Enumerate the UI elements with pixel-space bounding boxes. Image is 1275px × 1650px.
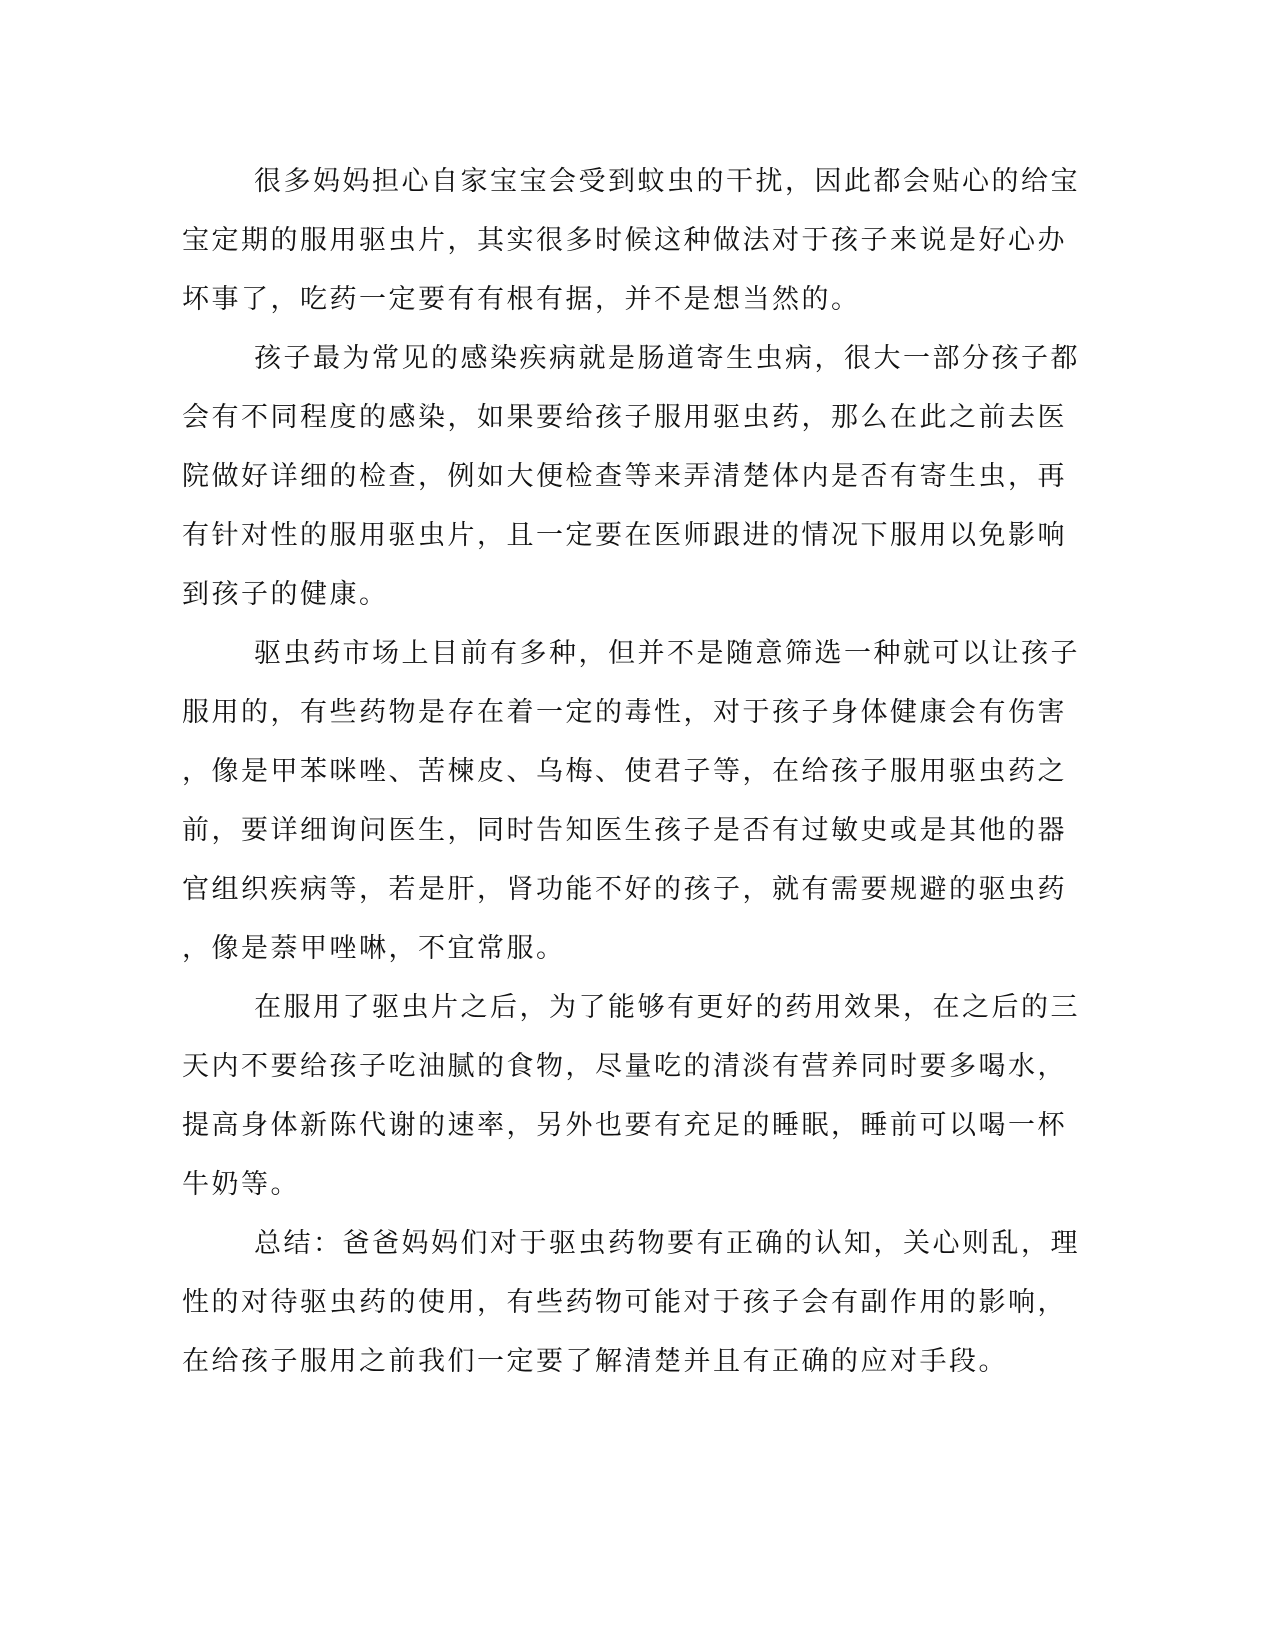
text-line: 院做好详细的检查，例如大便检查等来弄清楚体内是否有寄生虫，再 — [182, 461, 1067, 492]
paragraph-1 — [182, 152, 1080, 329]
text-line: 会有不同程度的感染，如果要给孩子服用驱虫药，那么在此之前去医 — [182, 402, 1067, 433]
text-line: ，像是甲苯咪唑、苦楝皮、乌梅、使君子等，在给孩子服用驱虫药之 — [182, 756, 1067, 787]
text-line: 很多妈妈担心自家宝宝会受到蚊虫的干扰，因此都会贴心的给宝 — [254, 166, 1080, 197]
text-line: 驱虫药市场上目前有多种，但并不是随意筛选一种就可以让孩子 — [254, 638, 1080, 669]
text-line: 到孩子的健康。 — [182, 579, 389, 610]
text-line: 官组织疾病等，若是肝，肾功能不好的孩子，就有需要规避的驱虫药 — [182, 874, 1067, 905]
text-line: 坏事了，吃药一定要有有根有据，并不是想当然的。 — [182, 284, 861, 315]
text-line: 有针对性的服用驱虫片，且一定要在医师跟进的情况下服用以免影响 — [182, 520, 1067, 551]
paragraph-5 — [182, 1214, 1080, 1391]
paragraph-2 — [182, 329, 1080, 624]
paragraph-3 — [182, 624, 1080, 978]
text-line: 性的对待驱虫药的使用，有些药物可能对于孩子会有副作用的影响， — [182, 1287, 1067, 1318]
text-line: 总结：爸爸妈妈们对于驱虫药物要有正确的认知，关心则乱，理 — [254, 1228, 1080, 1259]
document-body — [182, 152, 1080, 1391]
text-line: 宝定期的服用驱虫片，其实很多时候这种做法对于孩子来说是好心办 — [182, 225, 1067, 256]
text-line: 在给孩子服用之前我们一定要了解清楚并且有正确的应对手段。 — [182, 1346, 1008, 1377]
text-line: 天内不要给孩子吃油腻的食物，尽量吃的清淡有营养同时要多喝水， — [182, 1051, 1067, 1082]
text-line: 提高身体新陈代谢的速率，另外也要有充足的睡眠，睡前可以喝一杯 — [182, 1110, 1067, 1141]
text-line: 牛奶等。 — [182, 1169, 300, 1200]
text-line: 服用的，有些药物是存在着一定的毒性，对于孩子身体健康会有伤害 — [182, 697, 1067, 728]
text-line: 前，要详细询问医生，同时告知医生孩子是否有过敏史或是其他的器 — [182, 815, 1067, 846]
text-line: ，像是萘甲唑啉，不宜常服。 — [182, 933, 566, 964]
paragraph-4 — [182, 978, 1080, 1214]
text-line: 在服用了驱虫片之后，为了能够有更好的药用效果，在之后的三 — [254, 992, 1080, 1023]
text-line: 孩子最为常见的感染疾病就是肠道寄生虫病，很大一部分孩子都 — [254, 343, 1080, 374]
